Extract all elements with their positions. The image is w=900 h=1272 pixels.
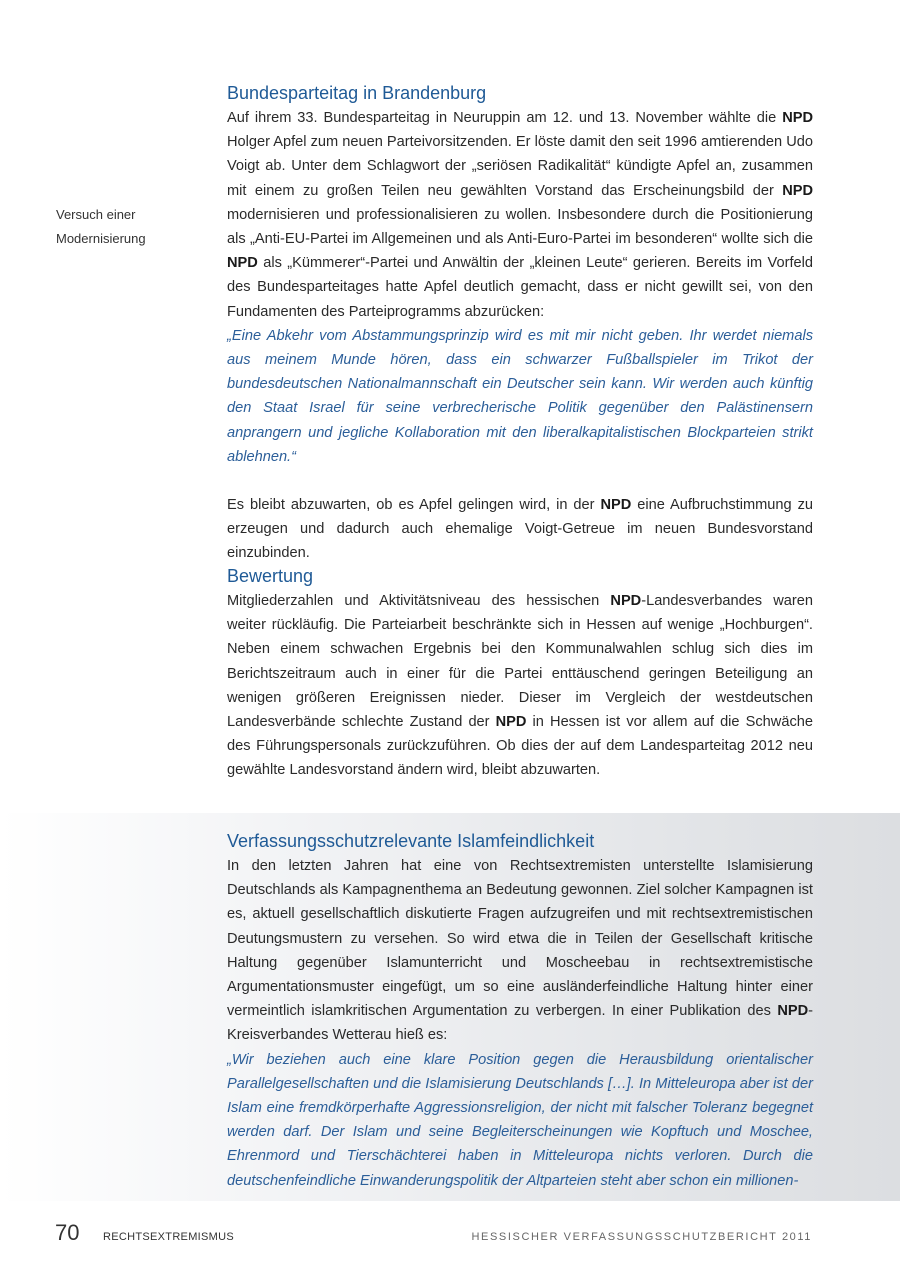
footer-section: RECHTSEXTREMISMUS	[103, 1231, 234, 1243]
npd-abbrev: NPD	[610, 593, 642, 609]
margin-note-line: Versuch einer	[56, 207, 136, 222]
paragraph: In den letzten Jahren hat eine von Rechtsextremisten unterstellte Islamisierung Deutschlands als Kampagnenthema an Bedeutung gewonnen. Ziel solcher Kampagnen ist es, aktuell gesellschaftlich diskutierte Fragen aufzugreifen und mit rechtsextremistischen Deutungsmustern zu versehen. So wird etwa die in Teilen der Gesellschaft kritische Haltung gegenüber Islamunterricht und Moscheebau in rechtsextremistische Argumentationsmuster eingefügt, um so eine ausländerfeindliche Haltung hinter einer vermeintlich islamkritischen Argumentation zu verbergen. In einer Publikation des NPD-Kreisverbandes Wetterau hieß es:	[227, 858, 813, 1044]
margin-note	[56, 203, 206, 251]
section-heading: Bundesparteitag in Brandenburg	[227, 83, 487, 103]
section-bewertung	[227, 565, 813, 783]
paragraph: Es bleibt abzuwarten, ob es Apfel gelingen wird, in der NPD eine Aufbruchstimmung zu erzeugen und dadurch auch ehemalige Voigt-Getreue im neuen Bundesvorstand einzubinden.	[227, 497, 813, 562]
section-islamfeindlichkeit	[227, 830, 813, 1193]
npd-abbrev: NPD	[600, 497, 632, 514]
npd-abbrev: NPD	[782, 110, 813, 126]
quote: „Eine Abkehr vom Abstammungsprinzip wird es mit mir nicht geben. Ihr werdet niemals aus meinem Munde hören, dass ein schwarzer Fußballspieler im Trikot der bundesdeutschen Nationalmannschaft ein Deutscher sein kann. Wir werden auch künftig den Staat Israel für seine verbrecherische Politik gegenüber den Palästinensern anprangern und jegliche Kollaboration mit den liberalkapitalistischen Blockparteien strikt ablehnen.“	[227, 327, 813, 465]
page-number: 70	[55, 1220, 80, 1245]
npd-abbrev: NPD	[495, 714, 527, 731]
npd-abbrev: NPD	[777, 1003, 809, 1020]
npd-abbrev: NPD	[227, 255, 258, 272]
section-heading: Bewertung	[227, 566, 314, 586]
npd-abbrev: NPD	[782, 182, 813, 199]
section-bundesparteitag	[227, 82, 813, 566]
paragraph: Mitgliederzahlen und Aktivitätsniveau des hessischen NPD-Landesverbandes waren weiter rückläufig. Die Parteiarbeit beschränkte sich in Hessen auf wenige „Hochburgen“. Neben einem schwachen Ergebnis bei den Kommunalwahlen schlug sich dies im Berichtszeitraum auch in einer für die Partei enttäuschend geringen Beteiligung an wenigen größeren Ereignissen nieder. Dieser im Vergleich der westdeutschen Landesverbände schlechte Zustand der NPD in Hessen ist vor allem auf die Schwäche des Führungspersonals zurückzuführen. Ob dies der auf dem Landesparteitag 2012 neu gewählte Landesvorstand ändern wird, bleibt abzuwarten.	[227, 593, 813, 779]
section-heading: Verfassungsschutzrelevante Islamfeindlichkeit	[227, 831, 595, 851]
margin-note-line: Modernisierung	[56, 231, 146, 246]
footer-title: HESSISCHER VERFASSUNGSSCHUTZBERICHT 2011	[471, 1231, 812, 1243]
paragraph: Auf ihrem 33. Bundesparteitag in Neuruppin am 12. und 13. November wählte die NPD Holger Apfel zum neuen Parteivorsitzenden. Er löste damit den seit 1996 amtierenden Udo Voigt ab. Unter dem Schlagwort der „seriösen Radikalität“ kündigte Apfel an, zusammen mit einem zu großen Teilen neu gewählten Vorstand das Erscheinungsbild der NPD modernisieren und professionalisieren zu wollen. Insbesondere durch die Positionierung als „Anti-EU-Partei im Allgemeinen und als Anti-Euro-Partei im besonderen“ wollte sich die NPD als „Kümmerer“-Partei und Anwältin der „kleinen Leute“ gerieren. Bereits im Vorfeld des Bundesparteitages hatte Apfel deutlich gemacht, dass er nicht gewillt sei, von den Fundamenten des Parteiprogramms abzurücken:	[227, 110, 813, 320]
quote: „Wir beziehen auch eine klare Position gegen die Herausbildung orientalischer Parallelgesellschaften und die Islamisierung Deutschlands […]. In Mitteleuropa aber ist der Islam eine fremdkörperhafte Aggressionsreligion, der nicht mit falscher Toleranz begegnet werden darf. Der Islam und seine Begleiterscheinungen wie Kopftuch und Moschee, Ehrenmord und Tierschächterei haben in Mitteleuropa nichts verloren. Durch die deutschenfeindliche Einwanderungspolitik der Altparteien steht aber schon ein millionen-	[227, 1051, 813, 1189]
